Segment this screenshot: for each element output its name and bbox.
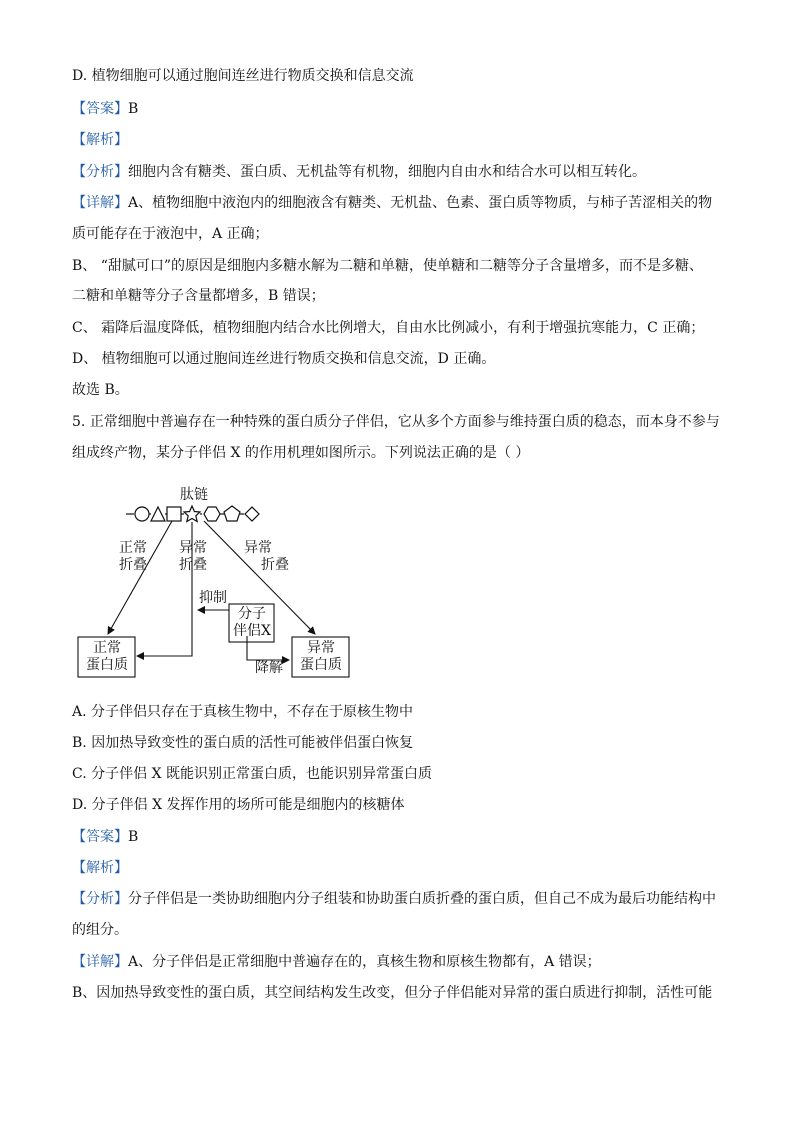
detail-line-4d: 二糖和单糖等分子含量都增多，B 错误； bbox=[72, 288, 325, 304]
fenxi-tag: 【分析】 bbox=[72, 891, 128, 907]
fenxi-text: 分子伴侣是一类协助细胞内分子组装和协助蛋白质折叠的蛋白质，但自己不成为最后功能结构中 bbox=[128, 891, 716, 907]
analysis-line-5a bbox=[72, 889, 716, 909]
analysis-tag: 【解析】 bbox=[72, 132, 128, 148]
answer-value: B bbox=[128, 101, 139, 117]
option-d: D. 分子伴侣 X 发挥作用的场所可能是细胞内的核糖体 bbox=[72, 797, 405, 813]
abnormal-fold-right-label-1: 异常 bbox=[244, 540, 272, 556]
circle-residue bbox=[135, 507, 149, 521]
xiangjie-tag: 【详解】 bbox=[72, 195, 128, 211]
chaperone-label-1: 分子 bbox=[238, 606, 266, 622]
hexagon-residue bbox=[204, 507, 220, 521]
arrow-degrade bbox=[247, 636, 289, 660]
answer-tag: 【答案】 bbox=[72, 101, 128, 117]
detail-line-5b: B、因加热导致变性的蛋白质，其空间结构发生改变，但分子伴侣能对异常的蛋白质进行抑制，活性可能 bbox=[72, 985, 713, 1001]
xiangjie-text: A、植物细胞中液泡内的细胞液含有糖类、无机盐、色素、蛋白质等物质，与柿子苦涩相关的物 bbox=[128, 195, 713, 211]
abnormal-protein-label-1: 异常 bbox=[307, 640, 335, 656]
answer-tag: 【答案】 bbox=[72, 829, 128, 845]
xiangjie-tag: 【详解】 bbox=[72, 954, 128, 970]
option-c: C. 分子伴侣 X 既能识别正常蛋白质，也能识别异常蛋白质 bbox=[72, 766, 432, 782]
analysis-tag: 【解析】 bbox=[72, 860, 128, 876]
peptide-label: 肽链 bbox=[180, 487, 208, 503]
inhibit-label: 抑制 bbox=[199, 590, 227, 606]
pentagon-residue bbox=[224, 506, 240, 521]
chaperone-label-2: 伴侣X bbox=[233, 623, 271, 639]
diamond-residue bbox=[245, 507, 259, 521]
normal-fold-label-1: 正常 bbox=[119, 540, 147, 556]
answer-line-5 bbox=[72, 827, 138, 847]
abnormal-fold-mid-label-1: 异常 bbox=[179, 540, 207, 556]
normal-protein-label-1: 正常 bbox=[93, 640, 121, 656]
star-residue bbox=[184, 506, 200, 522]
option-a: A. 分子伴侣只存在于真核生物中，不存在于原核生物中 bbox=[72, 704, 414, 720]
detail-line-4f: D、 植物细胞可以通过胞间连丝进行物质交换和信息交流，D 正确。 bbox=[72, 351, 496, 367]
fenxi-text: 细胞内含有糖类、蛋白质、无机盐等有机物，细胞内自由水和结合水可以相互转化。 bbox=[128, 164, 646, 180]
analysis-heading-5 bbox=[72, 858, 128, 878]
xiangjie-text: A、分子伴侣是正常细胞中普遍存在的，真核生物和原核生物都有，A 错误； bbox=[128, 954, 601, 970]
option-d-prev: D. 植物细胞可以通过胞间连丝进行物质交换和信息交流 bbox=[72, 68, 414, 84]
normal-protein-label-2: 蛋白质 bbox=[86, 657, 128, 673]
question-5-line-1: 5. 正常细胞中普遍存在一种特殊的蛋白质分子伴侣，它从多个方面参与维持蛋白质的稳态，而本身不参与 bbox=[72, 414, 720, 430]
option-b: B. 因加热导致变性的蛋白质的活性可能被伴侣蛋白恢复 bbox=[72, 735, 414, 751]
detail-line-5a bbox=[72, 952, 601, 972]
triangle-residue bbox=[151, 507, 165, 521]
analysis-line-5b: 的组分。 bbox=[72, 922, 128, 938]
choose-line-4: 故选 B。 bbox=[72, 382, 129, 398]
fenxi-tag: 【分析】 bbox=[72, 164, 128, 180]
square-residue bbox=[167, 507, 181, 521]
question-5-line-2: 组成终产物，某分子伴侣 X 的作用机理如图所示。下列说法正确的是（ ） bbox=[72, 445, 530, 461]
abnormal-fold-mid-label-2: 折叠 bbox=[179, 557, 207, 573]
degrade-label: 降解 bbox=[255, 660, 283, 676]
detail-line-4b: 质可能存在于液泡中，A 正确； bbox=[72, 226, 269, 242]
abnormal-protein-label-2: 蛋白质 bbox=[300, 657, 342, 673]
abnormal-fold-right-label-2: 折叠 bbox=[261, 557, 289, 573]
arrow-normal-fold bbox=[108, 521, 172, 634]
detail-line-4e: C、 霜降后温度降低，植物细胞内结合水比例增大，自由水比例减小，有利于增强抗寒能力，C 正确； bbox=[72, 320, 705, 336]
detail-line-4c: B、 “甜腻可口”的原因是细胞内多糖水解为二糖和单糖，使单糖和二糖等分子含量增多，而不是多糖、 bbox=[72, 258, 704, 274]
answer-value: B bbox=[128, 829, 139, 845]
normal-fold-label-2: 折叠 bbox=[119, 557, 147, 573]
